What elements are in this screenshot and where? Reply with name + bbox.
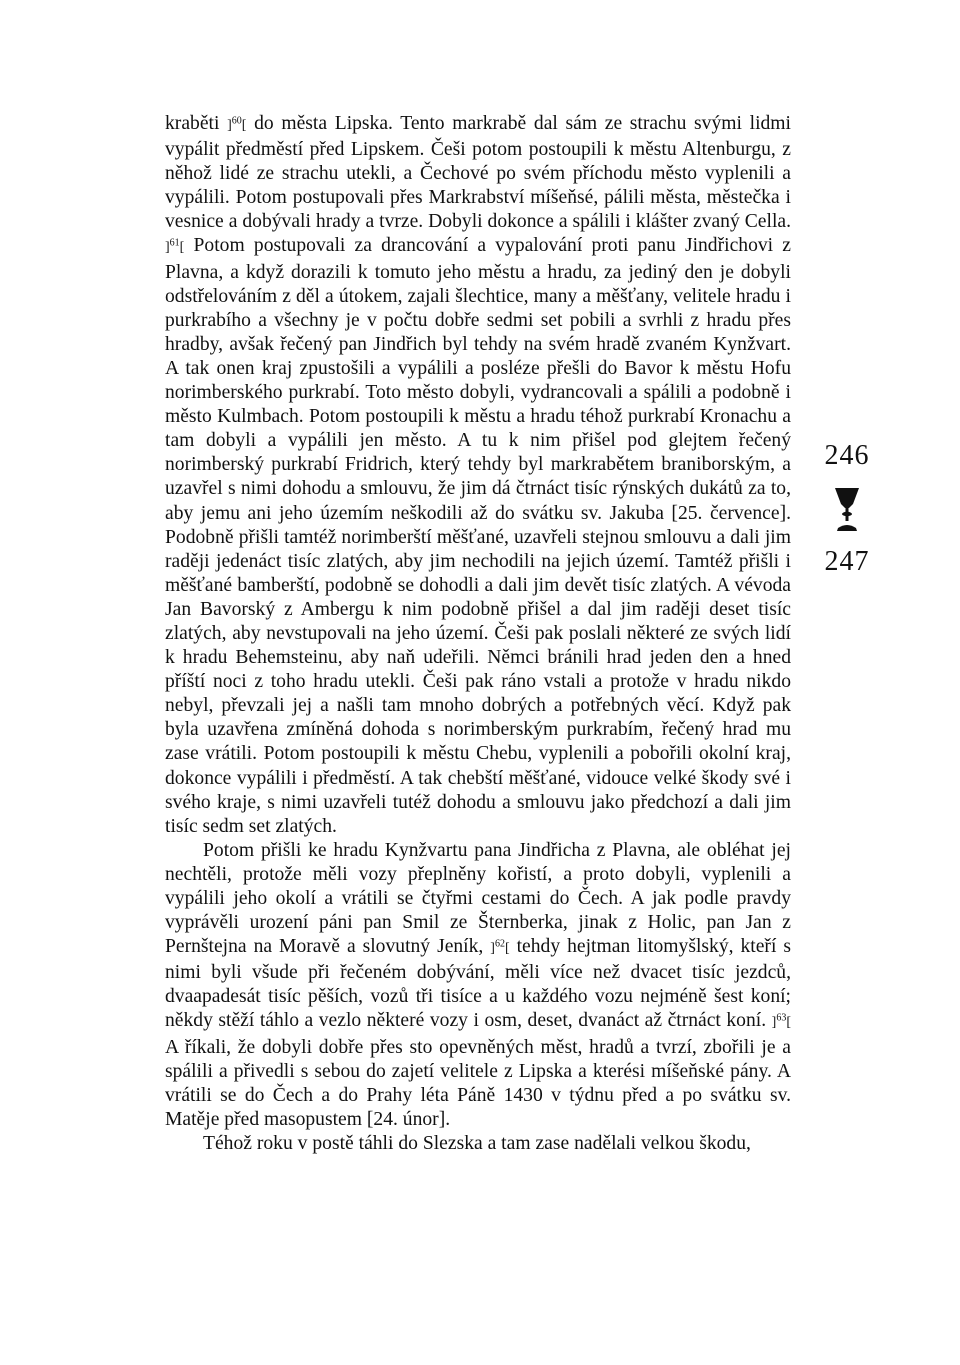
text-run: Potom postupovali za drancování a vypalování proti panu Jindřichovi z Plavna, a když dorazili k tomuto jeho městu a hradu, za jediný den je dobyli odstřelováním z děl a útokem, zajali šlechtice, many a měšťany, velitele hradu i purkrabího a všechny je v počtu dobře sedmi set pobili a svrhli z hradu přes hradby, avšak řečený pan Jindřich byl tehdy na svém hradě zvaném Kynžvart. A tak onen kraj zpustošili a vypálili a posléze přešli do Bavor k městu Hofu norimberského purkrabí. Toto město dobyli, vydrancovali a spálili a podobně i město Kulmbach. Potom postoupili k městu a hradu téhož purkrabí Kronachu a tam dobyli a vypálili jen město. A tu k nim přišel pod glejtem řečený norimberský purkrabí Fridrich, který tehdy byl markrabětem braniborským, a uzavřel s nimi dohodu a smlouvu, že jim dá čtrnáct tisíc rýnských dukátů za to, aby jemu ani jeho územím neškodili až do svátku sv. Jakuba [25. července]. Podobně přišli tamtéž norimberští měšťané, uzavřeli stejnou smlouvu a dali jim raději jedenáct tisíc zlatých, aby jim nechodili na jejich území. Tamtéž přišli i měšťané bamberští, podobně se dohodli a dali jim devět tisíc zlatých. A vévoda Jan Bavorský z Ambergu k nim podobně přišel a dal jim raději deset tisíc zlatých, aby nevstupovali na jeho území. Češi pak poslali některé ze svých lidí k hradu Behemsteinu, aby naň udeřili. Němci bránili hrad jeden den a hned příští noci z toho hradu utekli. Češi pak ráno vstali a protože v hradu nikdo nebyl, převzali jej a našli tam mnoho dobrých a potřebných věcí. Když pak byla uzavřena zmíněná dohoda s norimberským purkrabím, řečený hrad mu zase vrátili. Potom postoupili k městu Chebu, vyplenili a pobořili okolní kraj, dokonce vypálili i předměstí. A tak chebští měšťané, vidouce velké škody své i svého kraje, s nimi uzavřeli tutéž dohodu a smlouvu jako předchozí a dali jim tisíc sedm set zlatých. — [165, 235, 791, 837]
text-run: Potom přišli ke hradu Kynžvartu pana Jindřicha z Plavna, ale obléhat jej nechtěli, protože měli vozy přeplněny kořistí, a proto dobyli, vyplenili a vypálili jeho okolí a vrátili se čtyřmi cestami do Čech. A jak podle pravdy vyprávěli urození páni pan Smil ze Šternberka, jinak z Holic, pan Jan z Pernštejna na Moravě a slovutný Jeník, — [165, 839, 791, 958]
text-run: do města Lipska. Tento markrabě dal sám ze strachu svými lidmi vypálit předměstí před Lipskem. Češi potom postoupili k městu Altenburgu, z něhož lidé ze strachu utekli, a Čechové po svém příchodu město vyplenili a vypálili. Potom postupovali přes Markrabství míšeňsé, pálili města, městečka i vesnice a dobývali hrady a tvrze. Dobyli dokonce a spálili i klášter zvaný Cella. — [165, 113, 791, 233]
page-marker: ]$^{63}$[ — [771, 1012, 791, 1031]
text-run: Téhož roku v postě táhli do Slezska a tam zase nadělali velkou škodu, — [203, 1132, 751, 1154]
page-markers — [812, 440, 882, 578]
page-number-right: 247 — [824, 546, 870, 577]
page-marker: ]$^{62}$[ — [490, 938, 510, 957]
page-marker-number: 60 — [231, 115, 242, 127]
page-marker: ]$^{60}$[ — [227, 115, 247, 133]
body-text — [165, 112, 791, 1156]
paragraph — [165, 1132, 791, 1156]
page-marker-number: 63 — [776, 1012, 787, 1024]
paragraph — [165, 112, 791, 839]
chalice-icon — [833, 484, 861, 536]
page-number-left: 246 — [824, 440, 870, 471]
text-run: tehdy hejtman litomyšlský, kteří s nimi byli všude při řečeném dobývání, měli více než dvacet tisíc jezdců, dvaapadesát tisíc pěších, vozů tři tisíce a u každého vozu nejméně šest koní; někdy stěží táhlo a vezlo některé vozy i osm, deset, dvanáct až čtrnáct koní. — [165, 936, 791, 1032]
page-marker-number: 62 — [494, 938, 505, 950]
page-marker-number: 61 — [169, 237, 180, 249]
text-run: A říkali, že dobyli dobře přes sto opevněných měst, hradů a tvrzí, zbořili je a spálili a přivedli s sebou do zajetí velitele z Lipska a kterési míšeňské pány. A vrátili se do Čech a do Prahy léta Páně 1430 v týdnu před a po svátku sv. Matěje před masopustem [24. únor]. — [165, 1036, 791, 1130]
page-marker: ]$^{61}$[ — [165, 237, 185, 256]
text-run: kraběti — [165, 113, 228, 134]
paragraph — [165, 839, 791, 1132]
